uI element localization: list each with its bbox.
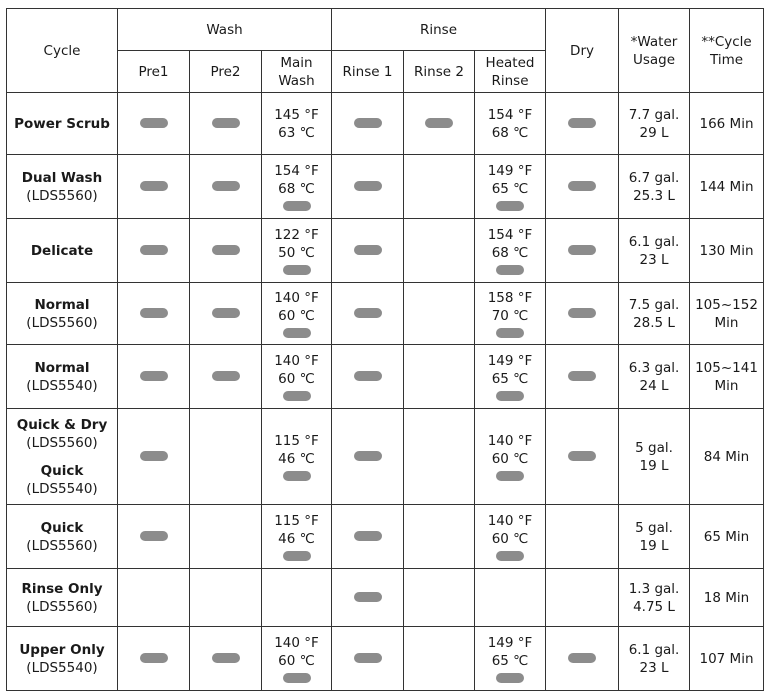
header-water-usage: [619, 9, 690, 93]
header-heated-rinse: [475, 51, 546, 93]
table-row: [7, 409, 764, 505]
water-usage-value: 7.5 gal.: [628, 296, 680, 313]
table-row: [7, 505, 764, 569]
main-wash-indicator: [283, 551, 311, 561]
heated-rinse-temp-c: 65 ℃: [491, 371, 529, 387]
main-wash-temp-f: 140 °F: [274, 353, 319, 369]
cycle-name: Normal: [34, 359, 90, 376]
pre1-cell: [118, 283, 190, 345]
rinse1-cell: [332, 93, 404, 155]
main-wash-cell: [262, 283, 332, 345]
rinse1-indicator: [354, 181, 382, 191]
header-wash: Wash: [118, 9, 332, 51]
water-usage-value: 19 L: [639, 457, 669, 474]
water-usage-value: 6.1 gal.: [628, 233, 680, 250]
water-usage-value: 4.75 L: [633, 598, 675, 615]
water-usage-cell: [619, 219, 690, 283]
cycle-model: (LDS5560): [26, 314, 98, 331]
table-row: [7, 219, 764, 283]
heated-rinse-stack: [475, 289, 545, 338]
main-wash-indicator: [283, 265, 311, 275]
heated-rinse-temp-c: 68 ℃: [491, 245, 529, 261]
cycle-name-cell: [7, 345, 118, 409]
cycle-model: (LDS5560): [26, 598, 98, 615]
pre1-indicator: [140, 653, 168, 663]
cycle-name-cell: [7, 93, 118, 155]
pre1-indicator: [140, 181, 168, 191]
pre1-cell: [118, 155, 190, 219]
rinse2-cell: [404, 283, 475, 345]
water-usage-value: 6.3 gal.: [628, 359, 680, 376]
cycle-model: (LDS5540): [26, 659, 98, 676]
main-wash-cell: [262, 219, 332, 283]
pre1-cell: [118, 409, 190, 505]
dry-indicator: [568, 245, 596, 255]
pre2-cell: [190, 93, 262, 155]
rinse2-indicator: [425, 118, 453, 128]
dry-cell: [546, 345, 619, 409]
pre1-cell: [118, 569, 190, 627]
rinse1-indicator: [354, 245, 382, 255]
main-wash-temp-c: 60 ℃: [278, 371, 315, 387]
header-rinse2: Rinse 2: [404, 51, 475, 93]
dry-indicator: [568, 308, 596, 318]
heated-rinse-temp-c: 60 ℃: [491, 451, 529, 467]
pre1-indicator: [140, 371, 168, 381]
main-wash-cell: [262, 93, 332, 155]
cycle-time-value: 130 Min: [699, 242, 754, 259]
heated-rinse-temp-c: 70 ℃: [491, 308, 529, 324]
cycle-time-cell: [690, 569, 764, 627]
heated-rinse-indicator: [496, 201, 524, 211]
water-usage-value: 29 L: [639, 124, 669, 141]
heated-rinse-temp-c: 60 ℃: [491, 531, 529, 547]
main-wash-indicator: [283, 201, 311, 211]
heated-rinse-cell: [475, 627, 546, 691]
rinse1-indicator: [354, 653, 382, 663]
main-wash-stack: [262, 289, 331, 338]
rinse1-cell: [332, 505, 404, 569]
water-usage-value: 6.1 gal.: [628, 641, 680, 658]
water-usage-cell: [619, 409, 690, 505]
heated-rinse-temp-f: 158 °F: [487, 290, 533, 306]
header-rinse: Rinse: [332, 9, 546, 51]
pre2-indicator: [212, 653, 240, 663]
heated-rinse-cell: [475, 505, 546, 569]
cycle-time-cell: [690, 155, 764, 219]
water-usage-value: 25.3 L: [633, 187, 675, 204]
pre1-indicator: [140, 531, 168, 541]
cycle-name-cell: [7, 627, 118, 691]
header-water-usage-line1: *Water: [630, 33, 678, 50]
main-wash-temp-c: 60 ℃: [278, 308, 315, 324]
main-wash-stack: [262, 226, 331, 275]
main-wash-temp-f: 115 °F: [274, 433, 319, 449]
heated-rinse-stack: [475, 106, 545, 142]
water-usage-value: 6.7 gal.: [628, 169, 680, 186]
cycle-time-cell: [690, 409, 764, 505]
pre2-indicator: [212, 181, 240, 191]
heated-rinse-stack: [475, 634, 545, 683]
heated-rinse-temp-f: 140 °F: [487, 433, 533, 449]
main-wash-temp-c: 50 ℃: [278, 245, 315, 261]
heated-rinse-cell: [475, 93, 546, 155]
cycle-time-value: 105~152: [695, 296, 758, 313]
cycle-name: Delicate: [30, 242, 94, 259]
rinse1-indicator: [354, 451, 382, 461]
header-cycle-time: [690, 9, 764, 93]
heated-rinse-stack: [475, 432, 545, 481]
dry-cell: [546, 627, 619, 691]
cycle-time-cell: [690, 283, 764, 345]
cycle-time-value: 144 Min: [699, 178, 754, 195]
rinse2-cell: [404, 505, 475, 569]
main-wash-indicator: [283, 328, 311, 338]
cycle-name: Dual Wash: [21, 169, 103, 186]
heated-rinse-temp-f: 149 °F: [487, 353, 533, 369]
rinse1-cell: [332, 155, 404, 219]
rinse2-cell: [404, 219, 475, 283]
cycle-name-cell: [7, 505, 118, 569]
main-wash-stack: [262, 106, 331, 142]
main-wash-indicator: [283, 673, 311, 683]
water-usage-value: 7.7 gal.: [628, 106, 680, 123]
water-usage-value: 23 L: [639, 659, 669, 676]
cycle-name: Power Scrub: [14, 115, 110, 132]
cycle-name: Quick: [40, 519, 84, 536]
pre1-cell: [118, 627, 190, 691]
main-wash-temp-f: 140 °F: [274, 290, 319, 306]
header-rinse1: Rinse 1: [332, 51, 404, 93]
rinse1-cell: [332, 627, 404, 691]
water-usage-value: 23 L: [639, 251, 669, 268]
heated-rinse-indicator: [496, 328, 524, 338]
pre2-cell: [190, 569, 262, 627]
cycle-name-cell: [7, 569, 118, 627]
main-wash-temp-c: 46 ℃: [278, 531, 315, 547]
cycle-chart: [6, 8, 764, 691]
pre2-cell: [190, 283, 262, 345]
pre1-cell: [118, 505, 190, 569]
pre2-indicator: [212, 118, 240, 128]
rinse2-cell: [404, 569, 475, 627]
heated-rinse-cell: [475, 283, 546, 345]
dry-indicator: [568, 653, 596, 663]
rinse1-cell: [332, 345, 404, 409]
water-usage-value: 19 L: [639, 537, 669, 554]
rinse1-indicator: [354, 592, 382, 602]
pre2-indicator: [212, 308, 240, 318]
dry-cell: [546, 155, 619, 219]
cycle-name: Normal: [34, 296, 90, 313]
cycle-name: Quick & Dry: [16, 416, 108, 433]
dry-cell: [546, 569, 619, 627]
main-wash-temp-c: 68 ℃: [278, 181, 315, 197]
pre2-indicator: [212, 371, 240, 381]
table-row: [7, 93, 764, 155]
heated-rinse-cell: [475, 155, 546, 219]
main-wash-temp-c: 60 ℃: [278, 653, 315, 669]
rinse1-cell: [332, 283, 404, 345]
header-main-wash-line1: Main: [280, 54, 313, 71]
table-row: [7, 345, 764, 409]
rinse2-cell: [404, 155, 475, 219]
heated-rinse-stack: [475, 226, 545, 275]
header-cycle-time-line2: Time: [709, 51, 744, 68]
rinse2-cell: [404, 409, 475, 505]
cycle-model: (LDS5560): [26, 187, 98, 204]
heated-rinse-temp-f: 140 °F: [487, 513, 533, 529]
pre2-cell: [190, 409, 262, 505]
dry-cell: [546, 93, 619, 155]
rinse1-cell: [332, 219, 404, 283]
main-wash-temp-f: 115 °F: [274, 513, 319, 529]
water-usage-value: 5 gal.: [635, 519, 673, 536]
dry-indicator: [568, 118, 596, 128]
pre1-indicator: [140, 308, 168, 318]
header-dry: Dry: [546, 9, 619, 93]
main-wash-cell: [262, 409, 332, 505]
dry-indicator: [568, 181, 596, 191]
main-wash-temp-c: 63 ℃: [278, 124, 315, 141]
table-row: [7, 569, 764, 627]
main-wash-temp-f: 154 °F: [274, 163, 319, 179]
cycle-time-cell: [690, 627, 764, 691]
heated-rinse-temp-c: 68 ℃: [491, 124, 529, 141]
water-usage-cell: [619, 505, 690, 569]
water-usage-value: 1.3 gal.: [628, 580, 680, 597]
cycle-time-cell: [690, 219, 764, 283]
dry-cell: [546, 409, 619, 505]
pre2-cell: [190, 155, 262, 219]
pre1-indicator: [140, 451, 168, 461]
cycle-time-value: 166 Min: [699, 115, 754, 132]
cycle-time-value: 107 Min: [699, 650, 754, 667]
main-wash-cell: [262, 627, 332, 691]
main-wash-indicator: [283, 391, 311, 401]
cycle-name-cell: [7, 283, 118, 345]
water-usage-cell: [619, 283, 690, 345]
cycle-model: (LDS5560): [26, 434, 98, 451]
water-usage-cell: [619, 155, 690, 219]
cycle-model: (LDS5560): [26, 537, 98, 554]
rinse1-indicator: [354, 531, 382, 541]
water-usage-value: 28.5 L: [633, 314, 675, 331]
heated-rinse-cell: [475, 219, 546, 283]
heated-rinse-stack: [475, 162, 545, 211]
header-main-wash: [262, 51, 332, 93]
water-usage-cell: [619, 627, 690, 691]
main-wash-cell: [262, 505, 332, 569]
main-wash-temp-f: 145 °F: [274, 106, 319, 123]
dry-cell: [546, 219, 619, 283]
main-wash-stack: [262, 634, 331, 683]
rinse1-indicator: [354, 308, 382, 318]
rinse2-cell: [404, 627, 475, 691]
main-wash-temp-f: 122 °F: [274, 227, 319, 243]
cycle-table: [6, 8, 764, 691]
cycle-name-cell: [7, 219, 118, 283]
header-main-wash-line2: Wash: [278, 72, 315, 89]
heated-rinse-temp-c: 65 ℃: [491, 653, 529, 669]
heated-rinse-temp-c: 65 ℃: [491, 181, 529, 197]
pre1-cell: [118, 219, 190, 283]
rinse1-indicator: [354, 118, 382, 128]
pre2-cell: [190, 627, 262, 691]
cycle-time-value: Min: [714, 377, 739, 394]
cycle-time-value: 84 Min: [703, 448, 750, 465]
pre2-cell: [190, 505, 262, 569]
heated-rinse-stack: [475, 352, 545, 401]
main-wash-cell: [262, 345, 332, 409]
heated-rinse-cell: [475, 409, 546, 505]
dry-indicator: [568, 451, 596, 461]
rinse1-indicator: [354, 371, 382, 381]
cycle-time-value: 105~141: [695, 359, 758, 376]
main-wash-stack: [262, 432, 331, 481]
pre1-cell: [118, 93, 190, 155]
cycle-time-cell: [690, 345, 764, 409]
pre1-indicator: [140, 118, 168, 128]
main-wash-cell: [262, 569, 332, 627]
cycle-model: (LDS5540): [26, 480, 98, 497]
main-wash-indicator: [283, 471, 311, 481]
header-water-usage-line2: Usage: [632, 51, 676, 68]
main-wash-stack: [262, 352, 331, 401]
pre1-indicator: [140, 245, 168, 255]
rinse1-cell: [332, 409, 404, 505]
pre2-cell: [190, 345, 262, 409]
heated-rinse-cell: [475, 569, 546, 627]
cycle-time-value: 65 Min: [703, 528, 750, 545]
water-usage-cell: [619, 569, 690, 627]
header-pre2: Pre2: [190, 51, 262, 93]
heated-rinse-temp-f: 154 °F: [487, 227, 533, 243]
table-body: [7, 93, 764, 691]
cycle-time-cell: [690, 93, 764, 155]
pre2-indicator: [212, 245, 240, 255]
cycle-name: Upper Only: [19, 641, 105, 658]
heated-rinse-indicator: [496, 391, 524, 401]
table-row: [7, 283, 764, 345]
cycle-time-value: 18 Min: [703, 589, 750, 606]
main-wash-cell: [262, 155, 332, 219]
heated-rinse-cell: [475, 345, 546, 409]
main-wash-temp-c: 46 ℃: [278, 451, 315, 467]
cycle-name-cell: [7, 155, 118, 219]
header-cycle-time-line1: **Cycle: [701, 33, 752, 50]
cycle-model: (LDS5540): [26, 377, 98, 394]
heated-rinse-temp-f: 149 °F: [487, 635, 533, 651]
main-wash-temp-f: 140 °F: [274, 635, 319, 651]
water-usage-value: 24 L: [639, 377, 669, 394]
pre2-cell: [190, 219, 262, 283]
rinse2-cell: [404, 345, 475, 409]
rinse2-cell: [404, 93, 475, 155]
header-pre1: Pre1: [118, 51, 190, 93]
heated-rinse-stack: [475, 512, 545, 561]
header-heated-rinse-line1: Heated: [485, 54, 535, 71]
heated-rinse-indicator: [496, 471, 524, 481]
header-heated-rinse-line2: Rinse: [491, 72, 529, 89]
dry-cell: [546, 283, 619, 345]
water-usage-cell: [619, 93, 690, 155]
rinse1-cell: [332, 569, 404, 627]
water-usage-value: 5 gal.: [635, 439, 673, 456]
heated-rinse-temp-f: 149 °F: [487, 163, 533, 179]
water-usage-cell: [619, 345, 690, 409]
main-wash-stack: [262, 512, 331, 561]
heated-rinse-temp-f: 154 °F: [487, 106, 533, 123]
table-row: [7, 627, 764, 691]
heated-rinse-indicator: [496, 265, 524, 275]
dry-indicator: [568, 371, 596, 381]
cycle-time-value: Min: [714, 314, 739, 331]
heated-rinse-indicator: [496, 551, 524, 561]
pre1-cell: [118, 345, 190, 409]
cycle-name: Rinse Only: [21, 580, 103, 597]
cycle-name: Quick: [40, 462, 84, 479]
header-cycle: Cycle: [7, 9, 118, 93]
cycle-name-cell: [7, 409, 118, 505]
cycle-time-cell: [690, 505, 764, 569]
table-row: [7, 155, 764, 219]
heated-rinse-indicator: [496, 673, 524, 683]
main-wash-stack: [262, 162, 331, 211]
dry-cell: [546, 505, 619, 569]
